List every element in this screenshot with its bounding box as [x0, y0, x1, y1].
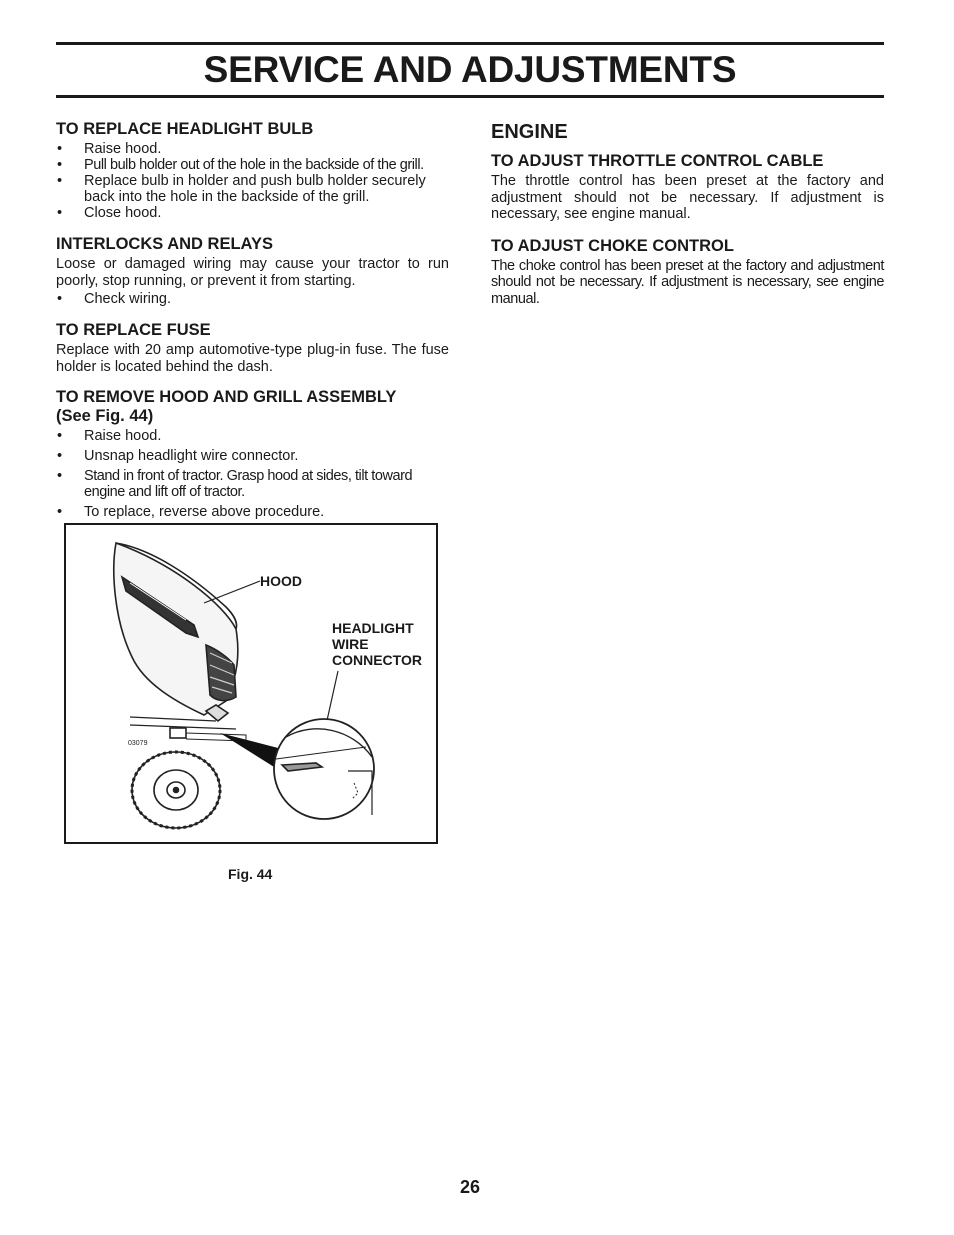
list-item: • Replace bulb in holder and push bulb holder securely back into the hole in the backside of the grill. — [56, 173, 449, 205]
label-wire: WIRE — [332, 636, 369, 652]
bullet-list — [56, 428, 449, 520]
bullet-list — [56, 141, 449, 221]
list-item: • Stand in front of tractor. Grasp hood at sides, tilt toward engine and lift off of tractor. — [56, 468, 449, 500]
section-interlocks — [56, 235, 449, 307]
section-fuse — [56, 321, 449, 375]
list-item: • Pull bulb holder out of the hole in the backside of the grill. — [56, 157, 449, 173]
part-number: 03079 — [128, 740, 148, 747]
section-throttle — [491, 152, 884, 223]
section-text: Replace with 20 amp automotive-type plug-in fuse. The fuse holder is located behind the dash. — [56, 342, 449, 375]
list-item: • Raise hood. — [56, 428, 449, 444]
section-text: The choke control has been preset at the factory and adjustment should not be necessary. If adjustment is necessary, see engine manual. — [491, 257, 884, 307]
figure-44 — [64, 523, 438, 844]
section-text: Loose or damaged wiring may cause your tractor to run poorly, stop running, or prevent it from starting. — [56, 256, 449, 289]
section-choke — [491, 237, 884, 308]
label-hood: HOOD — [260, 573, 302, 589]
section-heading: TO ADJUST THROTTLE CONTROL CABLE — [491, 152, 824, 170]
list-item: • Raise hood. — [56, 141, 449, 157]
section-heading: INTERLOCKS AND RELAYS — [56, 235, 273, 253]
engine-heading: ENGINE — [491, 121, 568, 143]
label-connector: CONNECTOR — [332, 652, 422, 668]
page-title: SERVICE AND ADJUSTMENTS — [203, 49, 737, 90]
bullet-list — [56, 291, 449, 307]
section-text: The throttle control has been preset at the factory and adjustment should not be necessary. If adjustment is necessary, see engine manual. — [491, 173, 884, 222]
section-heading: TO REPLACE FUSE — [56, 321, 211, 339]
list-item: • Close hood. — [56, 205, 449, 221]
right-column — [491, 120, 884, 307]
header-top-rule — [56, 42, 884, 45]
section-heading: TO REMOVE HOOD AND GRILL ASSEMBLY — [56, 388, 397, 406]
figure-caption: Fig. 44 — [228, 866, 273, 882]
page-number: 26 — [459, 1177, 481, 1197]
section-heading: TO ADJUST CHOKE CONTROL — [491, 236, 734, 255]
left-column — [56, 120, 449, 524]
header-bottom-rule — [56, 95, 884, 98]
list-item: • Check wiring. — [56, 291, 449, 307]
section-headlight-bulb — [56, 120, 449, 221]
list-item: • To replace, reverse above procedure. — [56, 504, 449, 520]
tractor-hood-illustration — [66, 525, 436, 842]
section-heading: TO REPLACE HEADLIGHT BULB — [56, 120, 314, 138]
section-subheading: (See Fig. 44) — [56, 407, 154, 425]
label-headlight: HEADLIGHT — [332, 620, 414, 636]
section-hood-grill — [56, 388, 449, 520]
list-item: • Unsnap headlight wire connector. — [56, 448, 449, 464]
